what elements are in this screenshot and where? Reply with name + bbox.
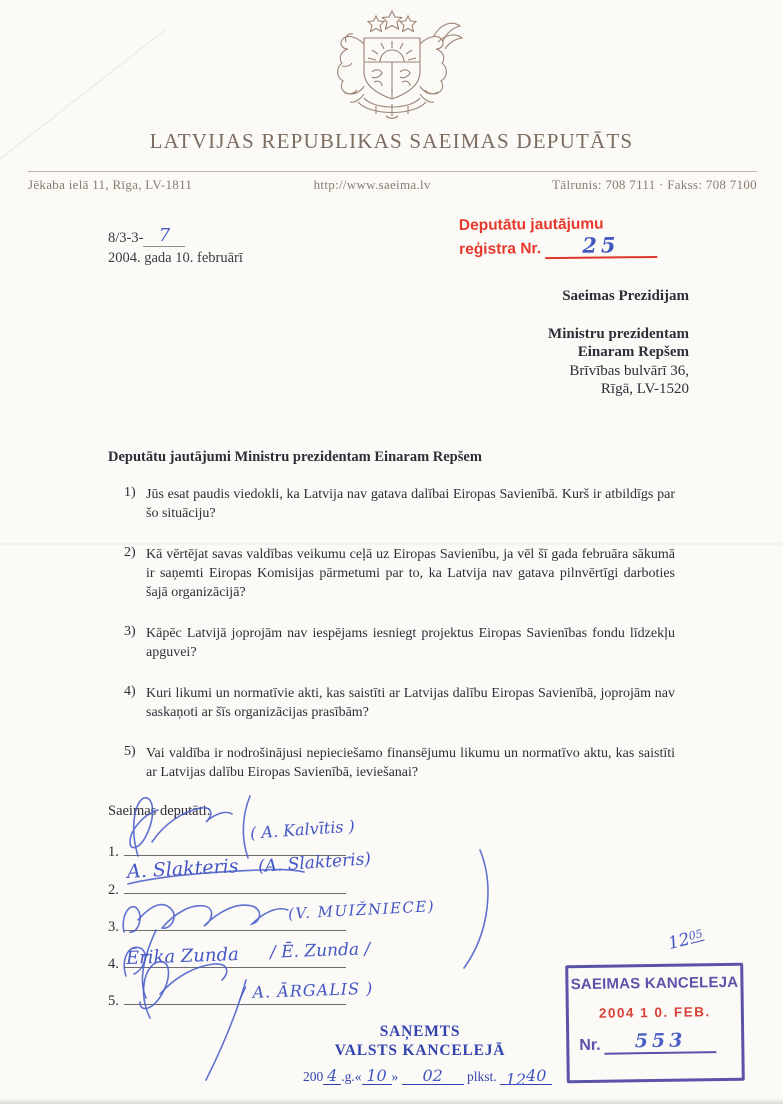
received-stamp [300, 1022, 540, 1060]
question-text: Vai valdība ir nodrošinājusi nepieciešamo finansējumu likumu un normatīvo aktu, kas saistīti ar Latvijas dalību Eiropas Savienībā, ieviešanai? [146, 746, 675, 780]
handwritten-signature-2: A. Slakteris [126, 855, 240, 883]
chancellery-stamp-nr-row [579, 1029, 741, 1055]
signers-label: Saeimas deputāti: [108, 803, 211, 819]
reference-number-line [108, 225, 243, 247]
registry-number-slot [545, 234, 657, 259]
year-slot [323, 1066, 341, 1085]
letterhead-address: Jēkaba ielā 11, Rīga, LV-1811 [28, 177, 193, 192]
day-slot [362, 1066, 392, 1085]
letter-date: 2004. gada 10. februārī [108, 250, 243, 266]
chancellery-stamp-date: 2004 1 0. FEB. [598, 1004, 711, 1021]
handwritten-registry-number: 25 [582, 232, 620, 258]
addressee-block [548, 287, 689, 399]
handwritten-name-3: (V. MUIŽNIECE) [287, 897, 436, 923]
base-branches [358, 98, 426, 118]
handwritten-name-5: / A. ĀRGALIS ) [239, 978, 374, 1003]
signature-scribble-1 [130, 798, 158, 856]
handwritten-day: 10 [366, 1066, 387, 1085]
addressee-saeima-presidium: Saeimas Prezidijam [562, 288, 689, 304]
question-item [108, 485, 675, 523]
month-slot [402, 1066, 464, 1085]
handwritten-name-4: / Ē. Zunda / [269, 939, 371, 963]
question-number: 1) [124, 485, 136, 500]
stars [368, 11, 416, 32]
handwritten-reference-number: 7 [158, 225, 171, 246]
nr-label: Nr. [579, 1036, 601, 1055]
reference-block [108, 225, 243, 267]
handwritten-stamp-number: 553 [634, 1029, 687, 1053]
addressee-prime-minister-title: Ministru prezidentam [548, 325, 689, 342]
letterhead-website: http://www.saeima.lv [313, 177, 431, 192]
received-line1: SAŅEMTS [379, 1023, 461, 1040]
question-text: Kāpēc Latvijā joprojām nav iespējams iesniegt projektus Eiropas Savienības fondu līdzekļu apguvei? [146, 626, 675, 660]
handwritten-time-minutes: 40 [526, 1066, 547, 1085]
letterhead-contacts: Tālrunis: 708 7111 · Fakss: 708 7100 [552, 177, 757, 192]
rising-sun [380, 50, 404, 62]
question-item [108, 545, 675, 602]
received-date-form [303, 1066, 552, 1089]
question-item [108, 684, 675, 722]
chancellery-stamp-title: SAEIMAS KANCELEJA [570, 973, 739, 994]
signature-row-number: 2. [108, 882, 119, 898]
time-note-hours: 12 [666, 929, 692, 955]
chancellery-stamp [565, 963, 745, 1083]
handwritten-name-2: (A. Slakteris) [257, 849, 372, 877]
signature-row-number: 3. [108, 919, 119, 935]
signature-row-number: 5. [108, 993, 119, 1009]
letterhead-divider [28, 171, 757, 172]
griffin-wing [434, 23, 462, 49]
registry-stamp-line2-row [459, 234, 657, 260]
handwritten-name-1: ( A. Kalvītis ) [249, 816, 356, 843]
question-number: 4) [124, 684, 136, 699]
year-prefix: 200 [303, 1069, 324, 1084]
signature-row-number: 4. [108, 956, 119, 972]
question-text: Jūs esat paudis viedokli, ka Latvija nav gatava dalībai Eiropas Savienībā. Kurš ir atbildīgs par šo situāciju? [146, 487, 675, 521]
handwritten-time-note [666, 926, 705, 954]
handwritten-time: 12 [505, 1070, 527, 1089]
reference-prefix: 8/3-3- [108, 230, 144, 246]
question-item [108, 744, 675, 782]
registry-stamp-line2: reģistra Nr. [459, 240, 542, 259]
paper-fold-line [0, 543, 783, 545]
question-text: Kā vērtējat savas valdības veikumu ceļā uz Eiropas Savienību, ja vēl šī gada februāra sākumā ir saņemti Eiropas Komisijas pārmetumi par to, ka Latvija nav gatava pilnvērtīgi darboties šajā organizācijā? [146, 547, 675, 600]
underline-stroke-2 [128, 870, 304, 884]
received-line2: VALSTS KANCELEJĀ [334, 1042, 506, 1059]
time-label: plkst. [467, 1069, 497, 1084]
griffin-supporter [420, 23, 462, 102]
subject-heading: Deputātu jautājumi Ministru prezidentam Einaram Repšem [108, 449, 482, 465]
handwritten-year: 4 [327, 1066, 338, 1085]
handwritten-signature-4: Ērika Zunda [125, 944, 240, 969]
time-note-minutes: 05 [687, 926, 705, 943]
addressee-prime-minister-name: Einaram Repšem [577, 344, 689, 360]
signature-flourish-4 [124, 947, 145, 976]
question-number: 5) [124, 744, 136, 759]
letterhead-title: LATVIJAS REPUBLIKAS SAEIMAS DEPUTĀTS [149, 129, 634, 153]
question-number: 2) [124, 545, 136, 560]
paren-flourish-2 [464, 850, 488, 968]
question-item [108, 624, 675, 662]
time-slot [500, 1066, 552, 1089]
latvia-coat-of-arms-icon [318, 8, 466, 122]
scan-edge-shadow [0, 1098, 783, 1104]
questions-list [108, 485, 675, 804]
question-text: Kuri likumi un normatīvie akti, kas saistīti ar Latvijas dalību Eiropas Savienībā, joprojām nav saskaņoti ar šīs organizācijas prasībām? [146, 686, 675, 720]
addressee-city: Rīgā, LV-1520 [600, 381, 689, 397]
handwritten-month: 02 [422, 1066, 443, 1085]
registry-stamp [459, 213, 657, 260]
reference-number-slot [143, 225, 185, 247]
signature-scribble-5b [160, 964, 227, 994]
registry-stamp-line1: Deputātu jautājumu [458, 215, 604, 235]
letterhead-info-row [28, 177, 757, 193]
question-number: 3) [124, 624, 136, 639]
griffin-quarter [400, 70, 410, 86]
addressee-street: Brīvības bulvārī 36, [569, 362, 689, 379]
g-label: .g.« [341, 1069, 362, 1084]
lion-quarter [372, 70, 382, 86]
paren-stroke-1 [243, 796, 250, 858]
descender-stroke-5 [206, 980, 246, 1080]
shield [364, 38, 420, 99]
nr-slot [604, 1029, 716, 1055]
signature-scribble-1b [152, 808, 232, 842]
lion-supporter [338, 34, 364, 102]
signature-row-number: 1. [108, 844, 119, 860]
signature-scribble-3b [138, 905, 288, 929]
quote-close: » [391, 1069, 399, 1084]
